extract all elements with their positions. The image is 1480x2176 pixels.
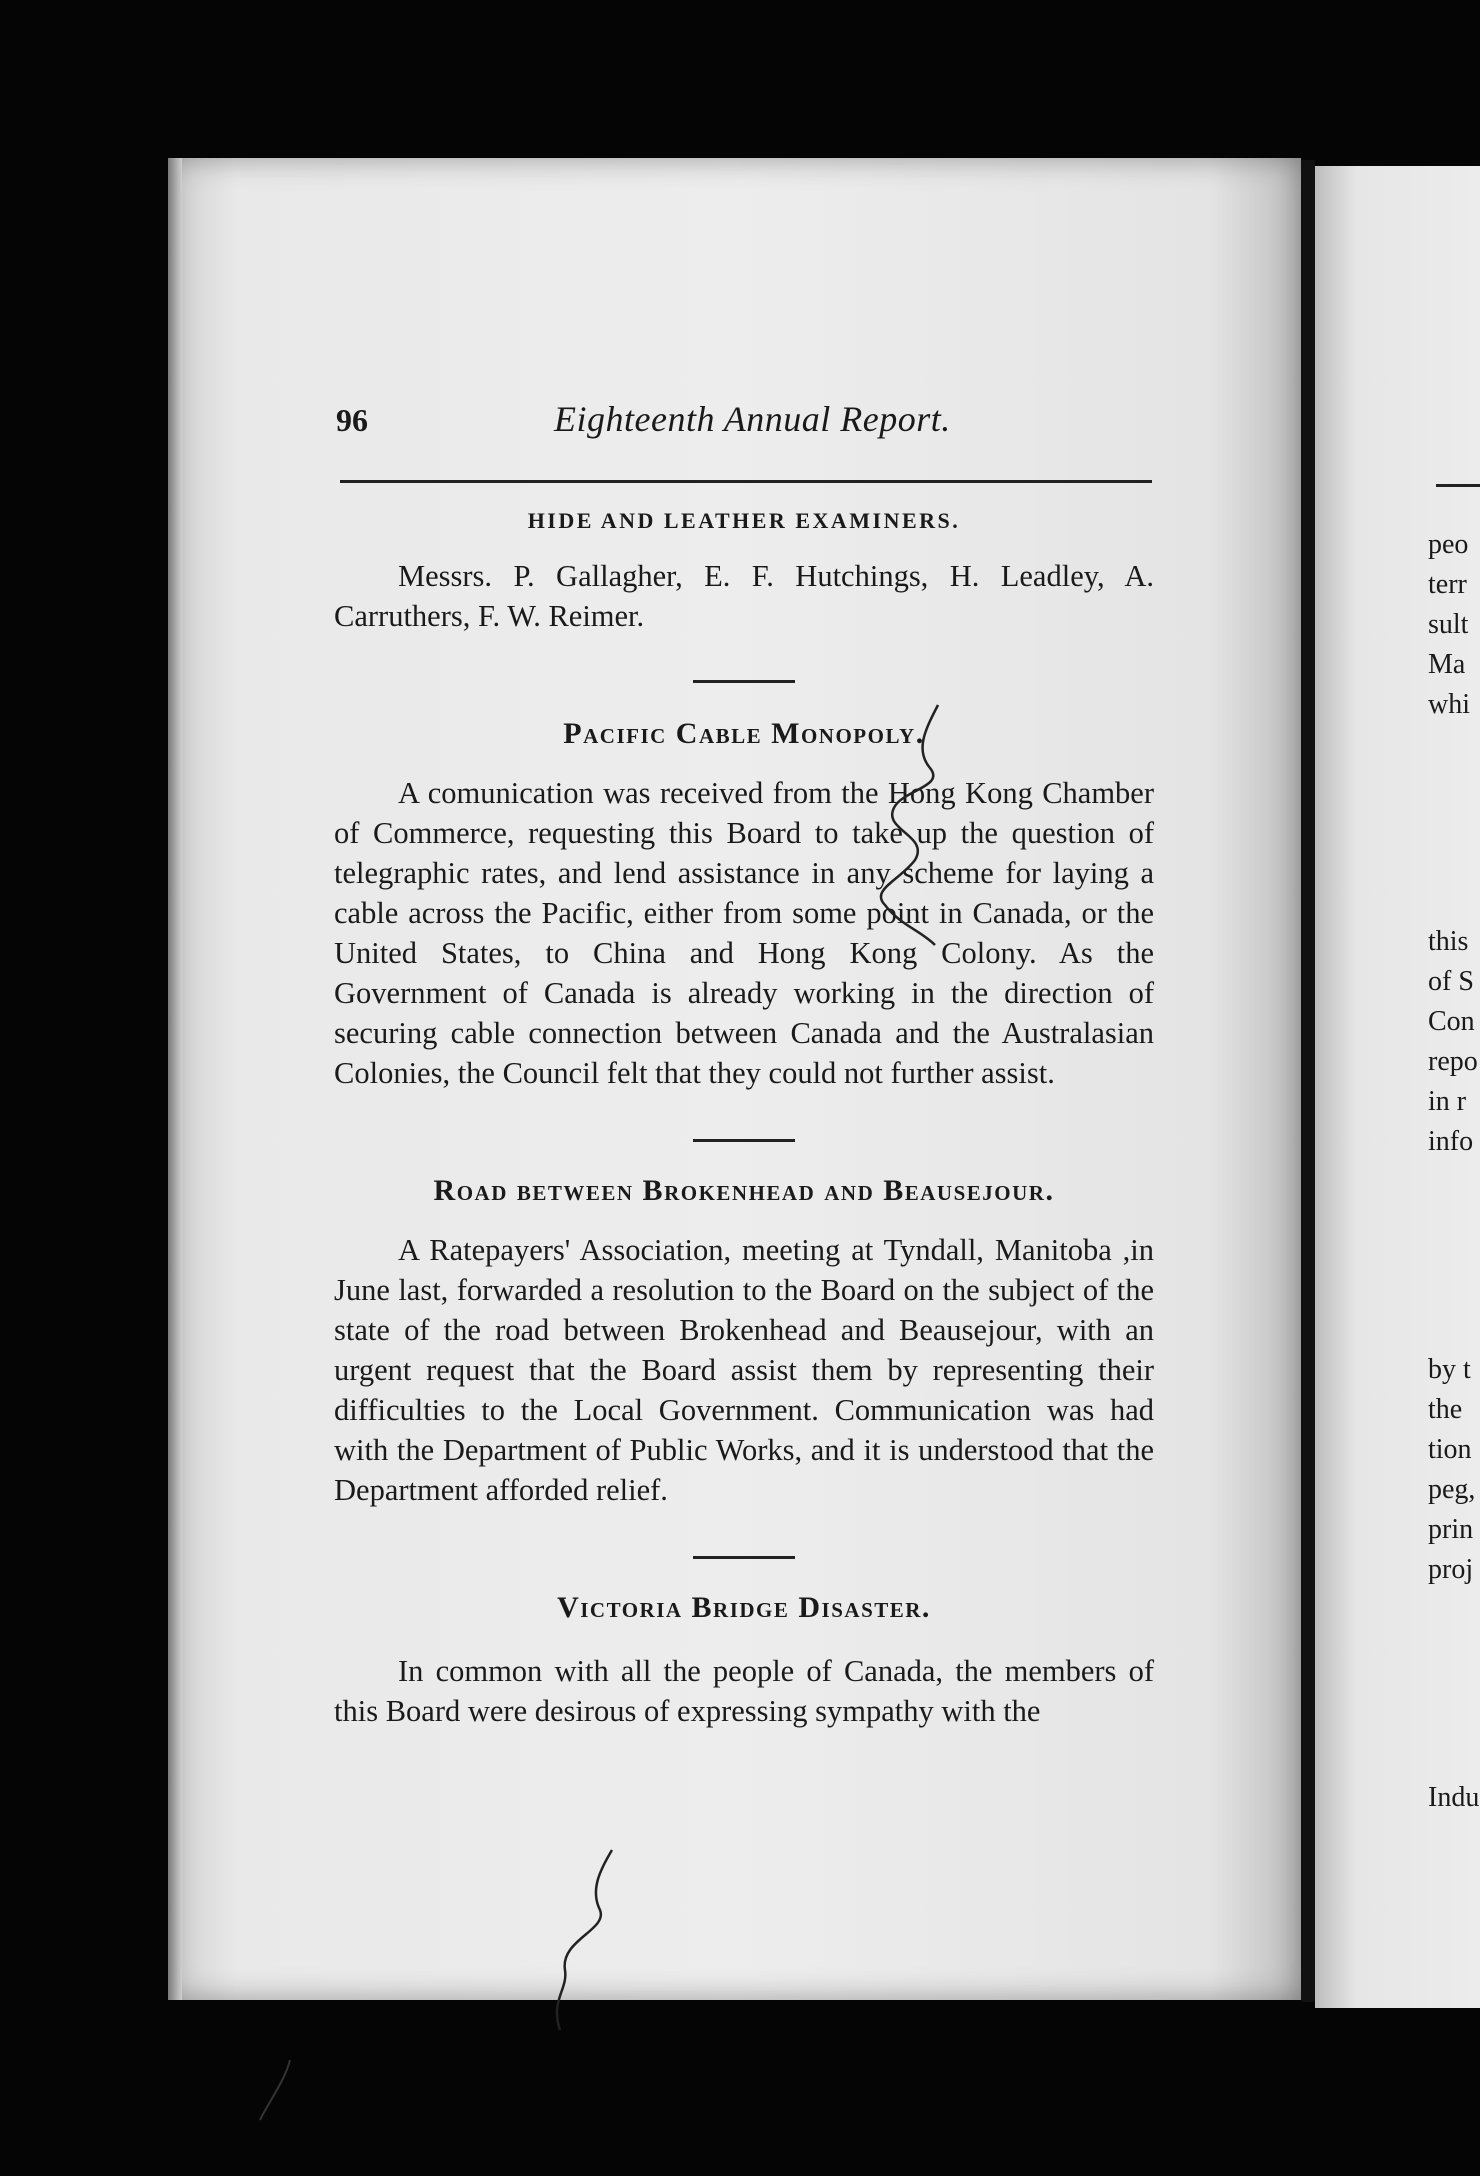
paragraph-victoria-bridge: In common with all the people of Canada, the members of this Board were desirous of expressing sympathy with the xyxy=(334,1654,1154,1728)
section-title-hide-leather: HIDE AND LEATHER EXAMINERS. xyxy=(527,508,961,533)
facing-page-fragment-1: peo terr sult Ma whi xyxy=(1428,529,1470,720)
facing-page-fragment-2: this of S Con repo in r info xyxy=(1428,926,1478,1157)
paragraph-hide-leather: Messrs. P. Gallagher, E. F. Hutchings, H. Leadley, A. Carruthers, F. W. Reimer. xyxy=(334,559,1154,633)
section-title-victoria-bridge: Victoria Bridge Disaster. xyxy=(557,1591,931,1624)
facing-page-fragment-3: by t the tion peg, prin proj xyxy=(1428,1354,1476,1585)
paragraph-pacific-cable: A comunication was received from the Hong Kong Chamber of Commerce, requesting this Board to take up the question of telegraphic rates, and lend assistance in any scheme for laying a cable across the Pacific, either from some point in Canada, or the United States, to China and Hong Kong Colony. As the Government of Canada is already working in the direction of securing cable connection between Canada and the Australasian Colonies, the Council felt that they could not further assist. xyxy=(334,776,1154,1090)
section-title-pacific-cable: Pacific Cable Monopoly. xyxy=(563,717,925,750)
running-head: Eighteenth Annual Report. xyxy=(554,399,951,439)
paragraph-road: A Ratepayers' Association, meeting at Tyndall, Manitoba ,in June last, forwarded a resolution to the Board on the subject of the state of the road between Brokenhead and Beausejour, with an urgent request that the Board assist them by representing their difficulties to the Local Government. Communication was had with the Department of Public Works, and it is understood that the Department afforded relief. xyxy=(334,1233,1154,1507)
facing-page-fragment-4: Indu xyxy=(1428,1782,1480,1813)
section-title-road: Road between Brokenhead and Beausejour. xyxy=(433,1174,1055,1207)
page-number: 96 xyxy=(336,402,368,438)
